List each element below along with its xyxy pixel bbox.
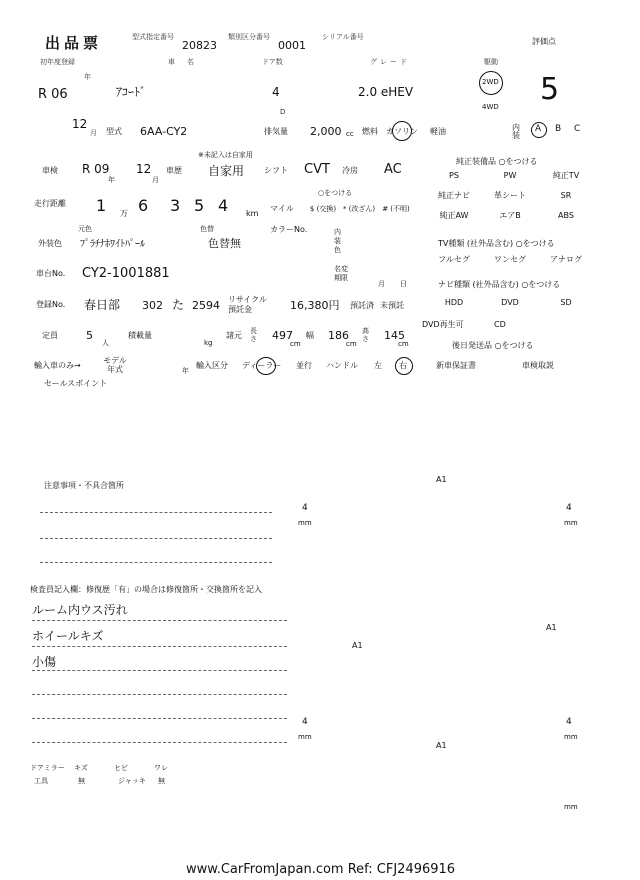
model-cert-label: 型式指定番号: [132, 33, 174, 41]
equipment-item: SR: [560, 191, 572, 200]
score: 5: [540, 72, 560, 107]
equipment-item: フルセグ: [438, 255, 470, 264]
color-label: 外装色: [38, 239, 62, 248]
note-3: 小傷: [32, 655, 57, 669]
reg-area: 春日部: [84, 298, 121, 312]
reg-num: 2594: [192, 299, 220, 312]
equipment-item: DVD: [501, 298, 519, 307]
color-original-label: 元色: [78, 225, 92, 233]
car-name-label: 車名: [168, 58, 206, 66]
length-unit: cm: [290, 340, 301, 348]
first-reg-month-unit: 月: [90, 129, 97, 137]
fuel-gas: ガソリン: [386, 127, 418, 136]
mileage-man: 万: [120, 209, 128, 218]
equipment-item: PS: [449, 171, 459, 180]
width-label: 幅: [306, 331, 314, 340]
usage-note: ※未記入は自家用: [198, 151, 253, 159]
inspection: R 09: [82, 162, 110, 176]
fuel-diesel: 軽油: [430, 127, 446, 136]
color-paint-label: 色替: [200, 225, 214, 233]
tire-unit-spare: mm: [564, 803, 578, 811]
nav-dvd: DVD再生可: [422, 320, 464, 329]
name-change-day: 日: [400, 280, 407, 288]
doors-label: ドア数: [262, 58, 283, 66]
interior-label: 内装: [512, 123, 520, 140]
equipment-item: 革シート: [494, 191, 526, 200]
reg-label: 登録No.: [36, 300, 66, 309]
name-change-month: 月: [378, 280, 385, 288]
handle-right: 右: [399, 361, 407, 370]
inspection-month: 12: [136, 162, 152, 176]
note-line-1: [40, 512, 272, 513]
inspector-note: 検査員記入欄：修復歴「有」の場合は修復箇所・交換箇所を記入: [30, 585, 262, 594]
tire-depth-fr: 4: [566, 503, 572, 513]
handle-left: 左: [374, 361, 382, 370]
legend-header: キズ: [74, 764, 88, 772]
category: 0001: [278, 39, 306, 52]
interior-a: A: [535, 124, 542, 134]
capacity-unit: 人: [102, 339, 109, 347]
serial-label: シリアル番号: [322, 33, 364, 41]
displacement: 2,000: [310, 125, 342, 138]
mileage-digit: 5: [194, 196, 205, 215]
note-rule-2: [32, 646, 287, 647]
legend-value: 工具: [34, 777, 48, 785]
import-label: 輸入車のみ→: [34, 361, 81, 370]
mileage-label: 走行距離: [34, 199, 66, 208]
legend-header: ドアミラー: [30, 764, 65, 772]
parallel: 並行: [296, 361, 312, 370]
drive-2wd: 2WD: [482, 78, 499, 86]
capacity: 5: [86, 329, 93, 342]
tire-unit-fl: mm: [298, 519, 312, 527]
mileage-digit: 1: [96, 196, 107, 215]
category-label: 類別区分番号: [228, 33, 270, 41]
later-title: 後日発送品 ○をつける: [452, 341, 534, 350]
model-cert: 20823: [182, 39, 217, 52]
drive-4wd: 4WD: [482, 103, 499, 111]
mark-left: A1: [352, 641, 363, 650]
mark-rear: A1: [436, 741, 447, 750]
color-original: ﾌﾟﾗﾁﾅﾎﾜｲﾄﾊﾟｰﾙ: [80, 239, 145, 250]
shift-label: シフト: [264, 166, 288, 175]
chassis-label: 車台No.: [36, 269, 66, 278]
displacement-unit: cc: [346, 130, 354, 138]
nav-title: ナビ種類 (社外品含む) ○をつける: [438, 280, 561, 289]
later-warranty: 新車保証書: [436, 361, 476, 370]
equipment-item: PW: [503, 171, 517, 180]
usage-label: 車歴: [166, 166, 182, 175]
handle-label: ハンドル: [326, 361, 358, 370]
car-name: ｱｺｰﾄﾞ: [116, 85, 147, 99]
equipment-item: アナログ: [550, 255, 582, 264]
inspection-label: 車検: [42, 166, 58, 175]
equipment-item: ABS: [558, 211, 574, 220]
drive-label: 駆動: [484, 58, 498, 66]
height-label: 高さ: [362, 327, 369, 343]
recycle-amount: 16,380円: [290, 299, 340, 312]
inspection-month-unit: 月: [152, 176, 159, 184]
mileage-tampered: * (改ざん): [342, 205, 376, 213]
color-paint: 色替無: [208, 237, 241, 250]
tire-unit-fr: mm: [564, 519, 578, 527]
ac: AC: [384, 162, 402, 177]
capacity-label: 定員: [42, 331, 58, 340]
mileage-digit: 4: [218, 196, 229, 215]
grade: 2.0 eHEV: [358, 85, 414, 99]
dims-label: 諸元: [226, 331, 242, 340]
recycle-paid: 預託済: [350, 301, 374, 310]
note-1: ルーム内ウス汚れ: [32, 603, 128, 617]
equipment-item: HDD: [444, 298, 464, 307]
tire-unit-rl: mm: [298, 733, 312, 741]
equipment-title: 純正装備品 ○をつける: [456, 157, 538, 166]
later-manual: 車検取説: [522, 361, 554, 370]
sheet-title: 出品票: [45, 34, 103, 52]
sales-point-label: セールスポイント: [44, 379, 108, 388]
import-type-label: 輸入区分: [196, 361, 228, 370]
equipment-item: 純正TV: [552, 171, 580, 180]
color-interior-label: 内装色: [334, 228, 341, 254]
mileage-exchange: $ (交換): [309, 205, 337, 213]
equipment-item: SD: [560, 298, 572, 307]
mileage-digit: 6: [138, 196, 149, 215]
doors-suffix: D: [280, 108, 286, 116]
shift: CVT: [304, 162, 330, 177]
nav-cd: CD: [494, 320, 506, 329]
reg-class: 302: [142, 299, 163, 312]
first-reg-year-unit: 年: [84, 73, 91, 81]
tv-title: TV種類 (社外品含む) ○をつける: [438, 239, 555, 248]
tire-unit-rr: mm: [564, 733, 578, 741]
mileage-digit: 3: [170, 196, 181, 215]
mark-front: A1: [436, 475, 447, 484]
ac-label: 冷房: [342, 166, 358, 175]
usage: 自家用: [208, 164, 245, 178]
score-label: 評価点: [532, 37, 556, 46]
recycle-label: リサイクル預託金: [228, 295, 267, 314]
color-no-label: カラーNo.: [270, 225, 308, 234]
width: 186: [328, 329, 349, 342]
note-rule-6: [32, 742, 287, 743]
load-label: 積載量: [128, 331, 152, 340]
inspection-year-unit: 年: [108, 176, 115, 184]
legend-value: ジャッキ: [118, 777, 146, 785]
reg-kana: た: [172, 298, 185, 312]
equipment-item: 純正AW: [439, 211, 469, 220]
fuel-label: 燃料: [362, 127, 378, 136]
equipment-item: ワンセグ: [494, 255, 526, 264]
mark-right: A1: [546, 623, 557, 632]
model-year-unit: 年: [182, 367, 189, 375]
first-reg-label: 初年度登録: [40, 58, 75, 66]
doors: 4: [272, 85, 280, 99]
name-change-label: 名変期限: [334, 265, 348, 282]
tire-depth-fl: 4: [302, 503, 308, 513]
mileage-unknown: # (不明): [382, 205, 410, 213]
chassis: CY2-1001881: [82, 266, 170, 281]
tire-depth-rl: 4: [302, 717, 308, 727]
grade-label: グレード: [370, 58, 410, 66]
legend-header: ワレ: [154, 764, 168, 772]
first-reg-era: R 06: [38, 87, 68, 102]
equipment-item: エアB: [499, 211, 521, 220]
model-year-label: モデル年式: [103, 356, 127, 374]
legend-value: 無: [78, 777, 85, 785]
note-line-3: [40, 562, 272, 563]
note-rule-4: [32, 694, 287, 695]
note-rule-3: [32, 670, 287, 671]
note-rule-1: [32, 620, 287, 621]
interior-c: C: [574, 124, 581, 134]
mileage-mile: マイル: [270, 204, 294, 213]
mileage-tag: ○をつける: [318, 189, 353, 197]
dealer: ディーラー: [242, 361, 282, 370]
displacement-label: 排気量: [264, 127, 288, 136]
footer-ref: www.CarFromJapan.com Ref: CFJ2496916: [186, 862, 456, 877]
legend-header: ヒビ: [114, 764, 128, 772]
length: 497: [272, 329, 293, 342]
legend-value: 無: [158, 777, 165, 785]
model-label: 型式: [106, 127, 122, 136]
interior-b: B: [555, 124, 562, 134]
model: 6AA-CY2: [140, 125, 188, 138]
first-reg-month: 12: [72, 117, 88, 131]
tire-depth-rr: 4: [566, 717, 572, 727]
note-2: ホイールキズ: [32, 629, 104, 643]
length-label: 長さ: [250, 327, 257, 343]
width-unit: cm: [346, 340, 357, 348]
notes-title: 注意事項・不具合箇所: [44, 481, 124, 490]
load-unit: kg: [204, 339, 213, 347]
mileage-km: km: [246, 209, 259, 218]
equipment-item: 純正ナビ: [438, 191, 470, 200]
height-unit: cm: [398, 340, 409, 348]
note-line-2: [40, 538, 272, 539]
height: 145: [384, 329, 405, 342]
note-rule-5: [32, 718, 287, 719]
recycle-unpaid: 未預託: [380, 301, 404, 310]
